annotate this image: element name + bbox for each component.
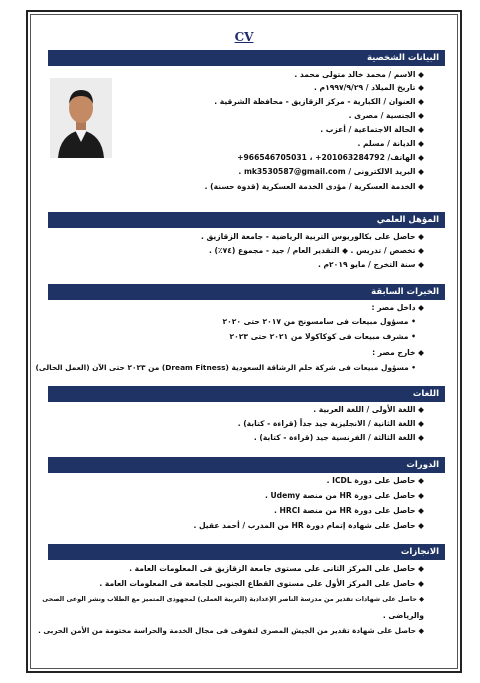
cv-page (26, 10, 462, 673)
experience-inside-label: ◆ داخل مصر : (371, 303, 424, 312)
education-graduation: ◆ سنة التخرج / مايو ٢٠١٩م . (317, 260, 424, 269)
section-header-courses: الدورات (48, 457, 445, 473)
personal-name: ◆ الاسم / محمد خالد متولى محمد . (294, 70, 424, 79)
course-item: ◆ حاصل على دورة ICDL . (326, 476, 424, 485)
page-title: CV (234, 30, 254, 44)
personal-birthdate: ◆ تاريخ الميلاد / ١٩٩٧/٩/٢٩م . (313, 83, 424, 92)
personal-email: ◆ البريد الالكترونى / mk3530587@gmail.com . (238, 167, 424, 176)
achievement-item: ◆ حاصل على شهادة تقدير من الجيش المصرى لتفوقى فى مجال الخدمة والحراسة مختومة من الأمن الحربى . (38, 626, 424, 635)
achievement-item: ◆ حاصل على المركز الأول على مستوى القطاع الجنوبى للجامعة فى المعلومات العامة . (99, 579, 424, 588)
language-third: ◆ اللغة الثالثة / الفرنسية جيد (قراءة - كتابة) . (253, 433, 424, 442)
section-header-personal: البيانات الشخصية (48, 50, 445, 66)
profile-photo (50, 78, 112, 158)
section-header-languages: اللغات (48, 386, 445, 402)
personal-military: ◆ الخدمة العسكرية / مؤدى الخدمة العسكرية (قدوة حسنة) . (204, 182, 424, 191)
personal-religion: ◆ الديانة / مسلم . (357, 139, 424, 148)
achievement-item-continued: والرياضى . (382, 611, 424, 620)
section-header-experience: الخبرات السابقة (48, 284, 445, 300)
personal-nationality: ◆ الجنسية / مصرى . (348, 111, 424, 120)
course-item: ◆ حاصل على شهادة إتمام دورة HR من المدرب / أحمد عقيل . (193, 521, 424, 530)
achievement-item: ◆ حاصل على المركز الثانى على مستوى جامعة الزقازيق فى المعلومات العامة . (129, 564, 424, 573)
experience-outside-item: • مسؤول مبيعات فى شركة حلم الرشاقة السعودية (Dream Fitness) من ٢٠٢٣ حتى الآن (العمل الحالى) (35, 363, 416, 372)
experience-inside-item: • مشرف مبيعات فى كوكاكولا من ٢٠٢١ حتى ٢٠٢٣ (229, 332, 416, 341)
education-degree: ◆ حاصل على بكالوريوس التربية الرياضية - جامعة الزقازيق . (200, 232, 424, 241)
personal-address: ◆ العنوان / الكبارية - مركز الزقازيق - محافظة الشرقية . (214, 97, 424, 106)
language-second: ◆ اللغة الثانية / الانجليزية جيد جداً (قراءة - كتابة) . (237, 419, 424, 428)
course-item: ◆ حاصل على دورة HR من منصة HRCI . (274, 506, 424, 515)
course-item: ◆ حاصل على دورة HR من منصة Udemy . (264, 491, 424, 500)
achievement-item: ◆ حاصل على شهادات تقدير من مدرسة الناصر الإعدادية (التربية العملى) لمجهودى المتميز مع الطلاب ونشر الوعى الصحى (42, 595, 424, 603)
section-header-achievements: الانجازات (48, 544, 445, 560)
experience-inside-item: • مسؤول مبيعات فى سامسونج من ٢٠١٧ حتى ٢٠٢٠ (222, 317, 416, 326)
experience-outside-label: ◆ خارج مصر : (372, 348, 424, 357)
language-first: ◆ اللغة الأولى / اللغة العربية . (313, 405, 424, 414)
education-major: ◆ تخصص / تدريس . ◆ التقدير العام / جيد - مجموع (٧٤٪) . (208, 246, 424, 255)
personal-phone: ◆ الهاتف/ 201063284792+ ، 966546705031+ (237, 153, 424, 162)
personal-marital: ◆ الحالة الاجتماعية / أعزب . (320, 125, 424, 134)
section-header-education: المؤهل العلمي (48, 212, 445, 228)
